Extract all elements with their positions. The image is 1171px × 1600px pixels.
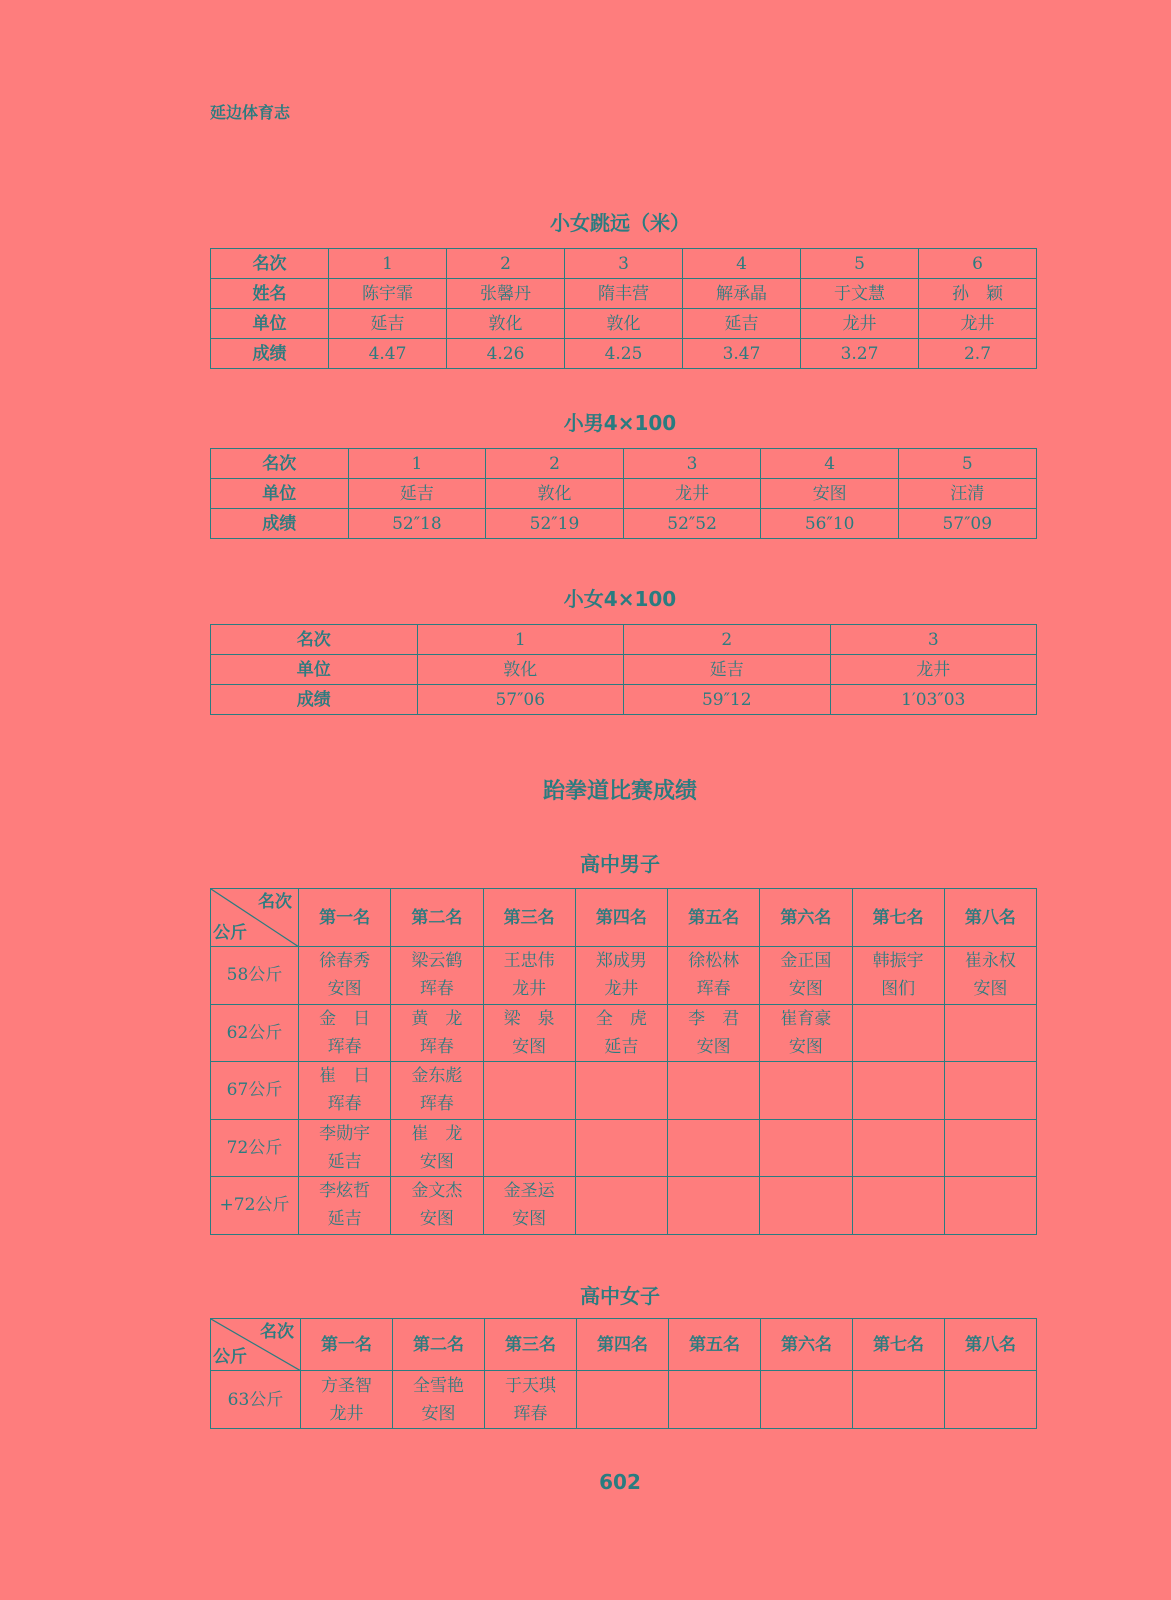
rank-cell: 4 [761,449,899,479]
result-cell [852,947,944,1005]
row-label: 名次 [211,625,418,655]
score-cell: 56″10 [761,509,899,539]
athlete-unit: 延吉 [327,1151,362,1172]
result-cell [852,1177,944,1235]
weight-class-cell: 72公斤 [211,1119,299,1177]
name-cell: 张馨丹 [447,279,565,309]
name-cell: 于文慧 [801,279,919,309]
girls-relay-table [210,624,1037,715]
hs-boys-table [210,888,1037,1235]
weight-class-cell: 62公斤 [211,1004,299,1062]
result-cell [391,1004,483,1062]
table-row [211,1004,1037,1062]
table-row [211,1371,1037,1429]
athlete-unit: 龙井 [329,1403,364,1424]
table-row [211,449,1037,479]
table-row [211,1119,1037,1177]
result-cell [577,1371,669,1429]
unit-cell: 汪清 [898,479,1036,509]
result-cell [668,1004,760,1062]
result-cell [301,1371,393,1429]
boys-relay-table [210,448,1037,539]
result-cell [575,1004,667,1062]
athlete-unit: 安图 [327,979,362,1000]
result-cell [483,1119,575,1177]
athlete-unit: 安图 [696,1036,731,1057]
rank-cell: 3 [623,449,761,479]
athlete-name: 黄 龙 [411,1008,463,1029]
athlete-unit: 珲春 [696,979,731,1000]
unit-cell: 敦化 [447,309,565,339]
athlete-unit: 安图 [419,1209,454,1230]
result-cell [760,947,852,1005]
athlete-name: 金 日 [319,1008,371,1029]
athlete-unit: 珲春 [419,979,454,1000]
hs-girls-table [210,1318,1037,1429]
weight-class-cell: 63公斤 [211,1371,301,1429]
table-row [211,655,1037,685]
corner-weight-label: 公斤 [213,923,247,943]
unit-cell: 龙井 [830,655,1037,685]
score-cell: 57″06 [417,685,624,715]
unit-cell: 敦化 [417,655,624,685]
place-header: 第一名 [299,889,391,947]
row-label: 成绩 [211,509,349,539]
row-label: 名次 [211,249,329,279]
rank-cell: 2 [447,249,565,279]
rank-cell: 5 [801,249,919,279]
result-cell [669,1371,761,1429]
athlete-unit: 安图 [512,1036,547,1057]
athlete-name: 韩振宇 [872,951,924,972]
result-cell [299,1119,391,1177]
table-row [211,479,1037,509]
athlete-unit: 安图 [421,1403,456,1424]
athlete-unit: 龙井 [512,979,547,1000]
taekwondo-heading: 跆拳道比赛成绩 [542,778,697,804]
result-cell [391,947,483,1005]
athlete-name: 李勋宇 [319,1123,371,1144]
athlete-name: 金文杰 [411,1181,463,1202]
rank-cell: 4 [683,249,801,279]
athlete-name: 金圣运 [503,1181,555,1202]
score-cell: 1′03″03 [830,685,1037,715]
score-cell: 59″12 [624,685,831,715]
athlete-name: 李炫哲 [319,1181,371,1202]
result-cell [760,1004,852,1062]
score-cell: 52″18 [348,509,486,539]
result-cell [852,1062,944,1120]
unit-cell: 敦化 [565,309,683,339]
score-cell: 3.47 [683,339,801,369]
long-jump-caption: 小女跳远（米） [550,211,690,235]
place-header: 第八名 [945,1319,1037,1371]
result-cell [944,1177,1036,1235]
athlete-unit: 安图 [419,1151,454,1172]
rank-cell: 1 [329,249,447,279]
score-cell: 4.25 [565,339,683,369]
unit-cell: 敦化 [486,479,624,509]
athlete-unit: 珲春 [419,1036,454,1057]
place-header: 第七名 [852,889,944,947]
athlete-name: 梁云鹤 [411,951,463,972]
place-header: 第三名 [483,889,575,947]
place-header: 第四名 [577,1319,669,1371]
result-cell [944,1119,1036,1177]
rank-cell: 3 [565,249,683,279]
table-header-row [211,1319,1037,1371]
row-label: 单位 [211,655,418,685]
athlete-name: 全 虎 [595,1008,647,1029]
weight-class-cell: +72公斤 [211,1177,299,1235]
result-cell [852,1004,944,1062]
score-cell: 4.47 [329,339,447,369]
row-label: 名次 [211,449,349,479]
table-header-row [211,889,1037,947]
place-header: 第三名 [485,1319,577,1371]
result-cell [299,1062,391,1120]
running-header: 延边体育志 [210,103,291,122]
place-header: 第二名 [391,889,483,947]
place-header: 第五名 [668,889,760,947]
athlete-unit: 珲春 [327,1094,362,1115]
rank-cell: 2 [486,449,624,479]
result-cell [944,947,1036,1005]
row-label: 姓名 [211,279,329,309]
row-label: 成绩 [211,339,329,369]
page-number: 602 [599,1470,641,1494]
table-row [211,309,1037,339]
corner-rank-label: 名次 [260,1322,294,1342]
table-row [211,1062,1037,1120]
athlete-name: 崔永权 [964,951,1016,972]
result-cell [485,1371,577,1429]
result-cell [483,1004,575,1062]
result-cell [852,1119,944,1177]
table-row [211,685,1037,715]
place-header: 第一名 [301,1319,393,1371]
table-row [211,1177,1037,1235]
athlete-name: 梁 泉 [503,1008,555,1029]
result-cell [575,1177,667,1235]
corner-rank-label: 名次 [258,892,292,912]
athlete-name: 崔 日 [319,1066,371,1087]
result-cell [944,1004,1036,1062]
name-cell: 孙 颖 [919,279,1037,309]
athlete-unit: 安图 [973,979,1008,1000]
hs-girls-caption: 高中女子 [580,1284,660,1308]
athlete-unit: 珲春 [327,1036,362,1057]
place-header: 第四名 [575,889,667,947]
athlete-unit: 延吉 [604,1036,639,1057]
athlete-unit: 珲春 [513,1403,548,1424]
place-header: 第六名 [760,889,852,947]
athlete-name: 金正国 [780,951,832,972]
unit-cell: 延吉 [329,309,447,339]
corner-header [211,889,299,947]
unit-cell: 龙井 [623,479,761,509]
table-row [211,509,1037,539]
athlete-name: 崔 龙 [411,1123,463,1144]
hs-boys-caption: 高中男子 [580,852,660,876]
rank-cell: 6 [919,249,1037,279]
athlete-name: 徐松林 [688,951,740,972]
athlete-unit: 龙井 [604,979,639,1000]
rank-cell: 3 [830,625,1037,655]
athlete-unit: 安图 [512,1209,547,1230]
corner-weight-label: 公斤 [213,1347,247,1367]
unit-cell: 延吉 [624,655,831,685]
result-cell [575,1119,667,1177]
result-cell [299,1177,391,1235]
result-cell [853,1371,945,1429]
unit-cell: 龙井 [801,309,919,339]
athlete-unit: 安图 [788,1036,823,1057]
girls-relay-caption: 小女4×100 [563,587,677,611]
result-cell [299,1004,391,1062]
place-header: 第五名 [669,1319,761,1371]
result-cell [760,1119,852,1177]
result-cell [575,947,667,1005]
result-cell [391,1119,483,1177]
table-row [211,947,1037,1005]
table-row [211,339,1037,369]
unit-cell: 延吉 [683,309,801,339]
rank-cell: 2 [624,625,831,655]
athlete-name: 郑成男 [595,951,647,972]
rank-cell: 1 [417,625,624,655]
result-cell [299,947,391,1005]
result-cell [944,1062,1036,1120]
athlete-name: 于天琪 [505,1375,556,1396]
unit-cell: 安图 [761,479,899,509]
row-label: 单位 [211,479,349,509]
name-cell: 解承晶 [683,279,801,309]
athlete-unit: 延吉 [327,1209,362,1230]
result-cell [393,1371,485,1429]
weight-class-cell: 58公斤 [211,947,299,1005]
place-header: 第八名 [944,889,1036,947]
result-cell [761,1371,853,1429]
name-cell: 陈宇霏 [329,279,447,309]
rank-cell: 1 [348,449,486,479]
row-label: 成绩 [211,685,418,715]
weight-class-cell: 67公斤 [211,1062,299,1120]
place-header: 第六名 [761,1319,853,1371]
score-cell: 4.26 [447,339,565,369]
unit-cell: 龙井 [919,309,1037,339]
rank-cell: 5 [898,449,1036,479]
corner-header [211,1319,301,1371]
athlete-name: 王忠伟 [503,951,555,972]
result-cell [483,1062,575,1120]
score-cell: 52″19 [486,509,624,539]
result-cell [575,1062,667,1120]
result-cell [391,1177,483,1235]
long-jump-table [210,248,1037,369]
place-header: 第二名 [393,1319,485,1371]
result-cell [483,1177,575,1235]
athlete-unit: 珲春 [419,1094,454,1115]
place-header: 第七名 [853,1319,945,1371]
athlete-unit: 图们 [881,979,916,1000]
result-cell [483,947,575,1005]
athlete-name: 金东彪 [411,1066,463,1087]
name-cell: 隋丰营 [565,279,683,309]
result-cell [760,1177,852,1235]
athlete-name: 徐春秀 [319,951,371,972]
athlete-unit: 安图 [788,979,823,1000]
result-cell [760,1062,852,1120]
unit-cell: 延吉 [348,479,486,509]
result-cell [668,947,760,1005]
athlete-name: 李 君 [688,1008,740,1029]
score-cell: 52″52 [623,509,761,539]
table-row [211,249,1037,279]
boys-relay-caption: 小男4×100 [563,411,677,435]
score-cell: 2.7 [919,339,1037,369]
row-label: 单位 [211,309,329,339]
score-cell: 3.27 [801,339,919,369]
result-cell [668,1119,760,1177]
athlete-name: 方圣智 [321,1375,372,1396]
table-row [211,279,1037,309]
result-cell [945,1371,1037,1429]
athlete-name: 全雪艳 [413,1375,464,1396]
result-cell [391,1062,483,1120]
score-cell: 57″09 [898,509,1036,539]
result-cell [668,1062,760,1120]
result-cell [668,1177,760,1235]
athlete-name: 崔育豪 [780,1008,832,1029]
table-row [211,625,1037,655]
